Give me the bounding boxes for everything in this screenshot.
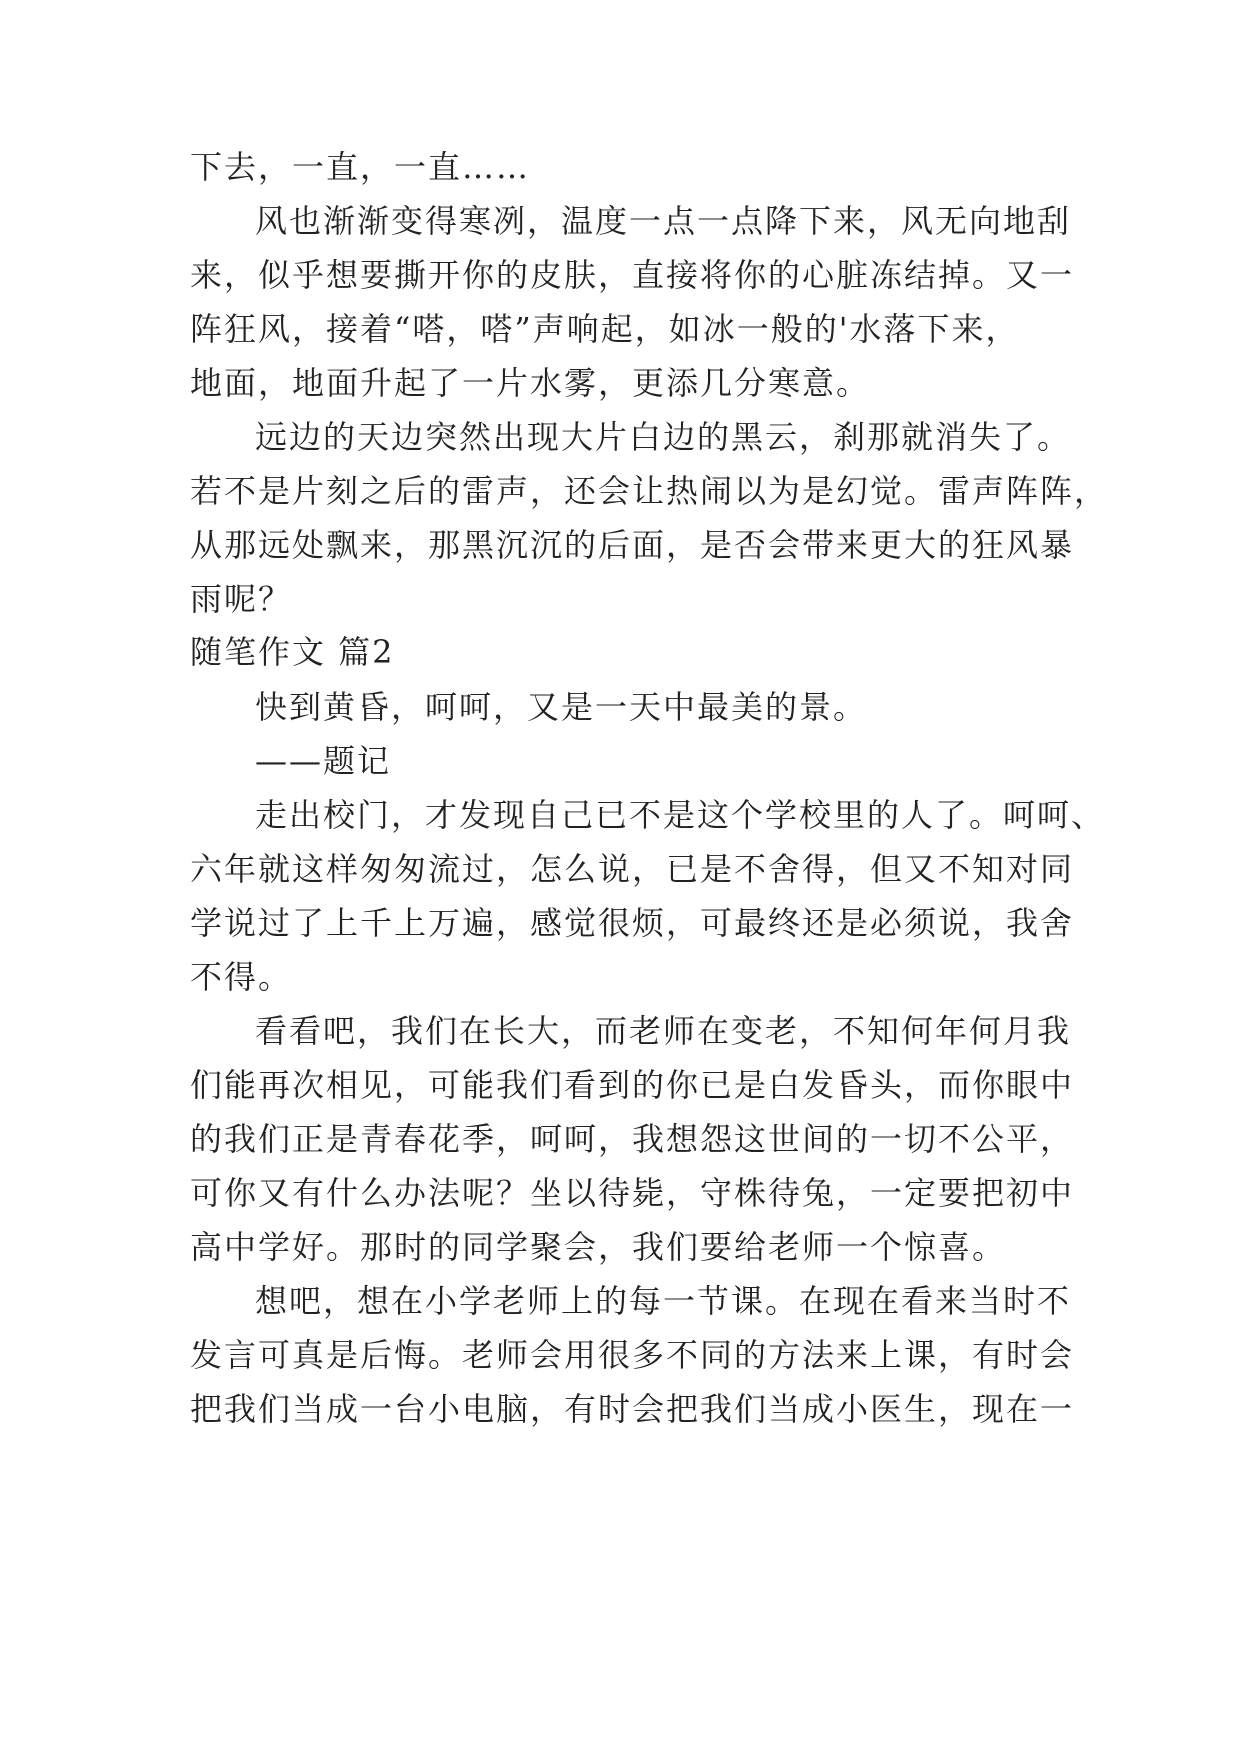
text-line: 可你又有什么办法呢？坐以待毙，守株待兔，一定要把初中 bbox=[190, 1174, 1075, 1212]
text-line: 阵狂风，接着“嗒，嗒”声响起，如冰一般的'水落下来， bbox=[190, 310, 1020, 348]
text-line: 不得。 bbox=[190, 958, 293, 996]
text-line: 们能再次相见，可能我们看到的你已是白发昏头，而你眼中 bbox=[190, 1066, 1075, 1104]
text-line: 学说过了上千上万遍，感觉很烦，可最终还是必须说，我舍 bbox=[190, 904, 1075, 942]
text-line: 的我们正是青春花季，呵呵，我想怨这世间的一切不公平， bbox=[190, 1120, 1075, 1158]
paragraph-start-line: 风也渐渐变得寒冽，温度一点一点降下来，风无向地刮 bbox=[255, 202, 1072, 240]
text-line: 来，似乎想要撕开你的皮肤，直接将你的心脏冻结掉。又一 bbox=[190, 256, 1075, 294]
text-line: 从那远处飘来，那黑沉沉的后面，是否会带来更大的狂风暴 bbox=[190, 526, 1075, 564]
text-line: 雨呢？ bbox=[190, 580, 293, 618]
paragraph-start-line: 看看吧，我们在长大，而老师在变老，不知何年何月我 bbox=[255, 1012, 1072, 1050]
text-line: 若不是片刻之后的雷声，还会让热闹以为是幻觉。雷声阵阵， bbox=[190, 472, 1109, 510]
paragraph-start-line: 走出校门，才发现自己已不是这个学校里的人了。呵呵、 bbox=[255, 796, 1106, 834]
text-line: 发言可真是后悔。老师会用很多不同的方法来上课，有时会 bbox=[190, 1336, 1075, 1374]
paragraph-start-line: 想吧，想在小学老师上的每一节课。在现在看来当时不 bbox=[255, 1282, 1072, 1320]
section-heading: 随笔作文 篇2 bbox=[190, 633, 395, 671]
paragraph-start-line: 远边的天边突然出现大片白边的黑云，刹那就消失了。 bbox=[255, 418, 1072, 456]
epigraph-attribution: ——题记 bbox=[255, 742, 392, 780]
text-line: 高中学好。那时的同学聚会，我们要给老师一个惊喜。 bbox=[190, 1228, 1007, 1266]
text-line: 六年就这样匆匆流过，怎么说，已是不舍得，但又不知对同 bbox=[190, 850, 1075, 888]
paragraph-start-line: 快到黄昏，呵呵，又是一天中最美的景。 bbox=[255, 688, 868, 726]
text-line: 地面，地面升起了一片水雾，更添几分寒意。 bbox=[190, 364, 871, 402]
text-line: 下去，一直，一直…… bbox=[190, 148, 531, 186]
text-line: 把我们当成一台小电脑，有时会把我们当成小医生，现在一 bbox=[190, 1390, 1075, 1428]
